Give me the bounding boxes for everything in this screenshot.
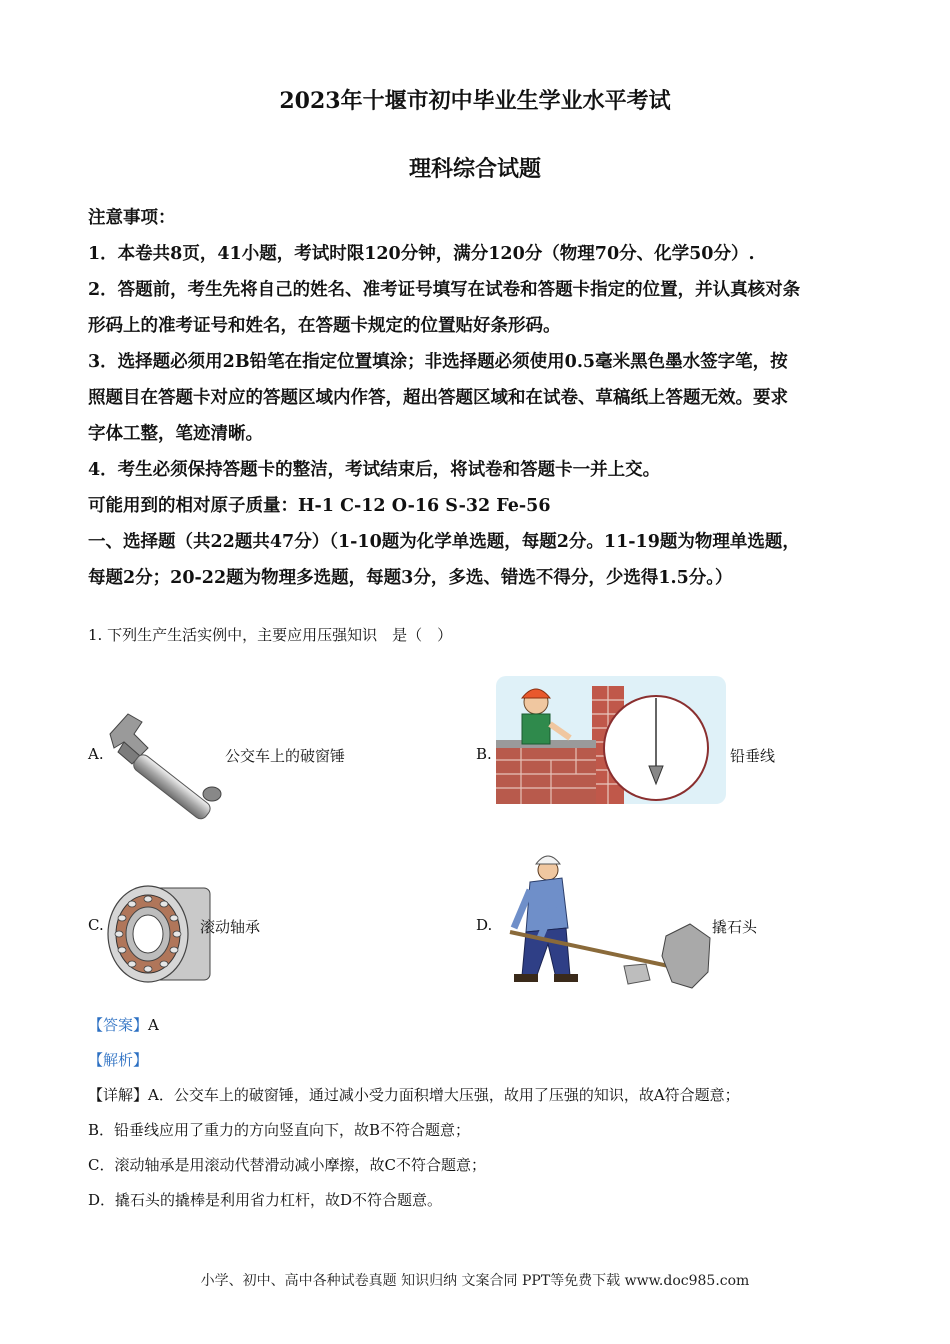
notice-line: 3．选择题必须用2B铅笔在指定位置填涂；非选择题必须使用0.5毫米黑色墨水签字笔，按 — [88, 352, 788, 372]
notice-line: 形码上的准考证号和姓名，在答题卡规定的位置贴好条形码。 — [88, 316, 561, 336]
bearing-icon — [104, 880, 214, 988]
notice-line: 可能用到的相对原子质量：H-1 C-12 O-16 S-32 Fe-56 — [88, 496, 551, 516]
detail-text: A．公交车上的破窗锤，通过减小受力面积增大压强，故用了压强的知识，故A符合题意； — [148, 1086, 740, 1104]
detail-label: 【详解】 — [88, 1086, 149, 1104]
lever-illustration — [496, 848, 718, 990]
option-c-text: 滚动轴承 — [200, 918, 261, 936]
notice-line: 2．答题前，考生先将自己的姓名、准考证号填写在试卷和答题卡指定的位置，并认真核对条 — [88, 280, 801, 300]
option-d-text: 撬石头 — [712, 918, 758, 936]
section-heading-line: 每题2分；20-22题为物理多选题，每题3分，多选、错选不得分，少选得1.5分。） — [88, 568, 733, 588]
detail-line: C．滚动轴承是用滚动代替滑动减小摩擦，故C不符合题意； — [88, 1156, 486, 1174]
detail-line: D．撬石头的撬棒是利用省力杠杆，故D不符合题意。 — [88, 1191, 443, 1209]
notice-section — [88, 200, 878, 596]
notice-line: 照题目在答题卡对应的答题区域内作答，超出答题区域和在试卷、草稿纸上答题无效。要求 — [88, 388, 788, 408]
option-b-letter: B. — [476, 745, 492, 763]
hammer-icon — [104, 712, 229, 807]
option-a-text: 公交车上的破窗锤 — [225, 747, 346, 765]
analysis-label: 【解析】 — [88, 1051, 149, 1069]
plumb-line-illustration — [496, 676, 726, 804]
detail-line — [88, 1084, 740, 1105]
notice-heading: 注意事项： — [88, 208, 176, 228]
question-stem: 1. 下列生产生活实例中，主要应用压强知识 是（ ） — [88, 626, 453, 644]
exam-title: 2023年十堰市初中毕业生学业水平考试 — [279, 88, 671, 114]
notice-line: 字体工整，笔迹清晰。 — [88, 424, 263, 444]
option-b-text: 铅垂线 — [730, 747, 776, 765]
option-d-letter: D. — [476, 916, 493, 934]
detail-line: B．铅垂线应用了重力的方向竖直向下，故B不符合题意； — [88, 1121, 471, 1139]
option-a-letter: A. — [88, 745, 104, 763]
answer-value: A — [148, 1016, 159, 1034]
option-c-letter: C. — [88, 916, 104, 934]
notice-line: 4．考生必须保持答题卡的整洁，考试结束后，将试卷和答题卡一并上交。 — [88, 460, 661, 480]
page-footer: 小学、初中、高中各种试卷真题 知识归纳 文案合同 PPT等免费下载 www.doc985.com — [200, 1273, 750, 1289]
notice-line: 1．本卷共8页，41小题，考试时限120分钟，满分120分（物理70分、化学50分）. — [88, 244, 755, 264]
section-heading-line: 一、选择题（共22题共47分）（1-10题为化学单选题，每题2分。11-19题为物理单选题， — [88, 532, 800, 552]
answer-line — [88, 1014, 159, 1035]
answer-label: 【答案】 — [88, 1016, 149, 1034]
exam-subtitle: 理科综合试题 — [408, 156, 541, 182]
